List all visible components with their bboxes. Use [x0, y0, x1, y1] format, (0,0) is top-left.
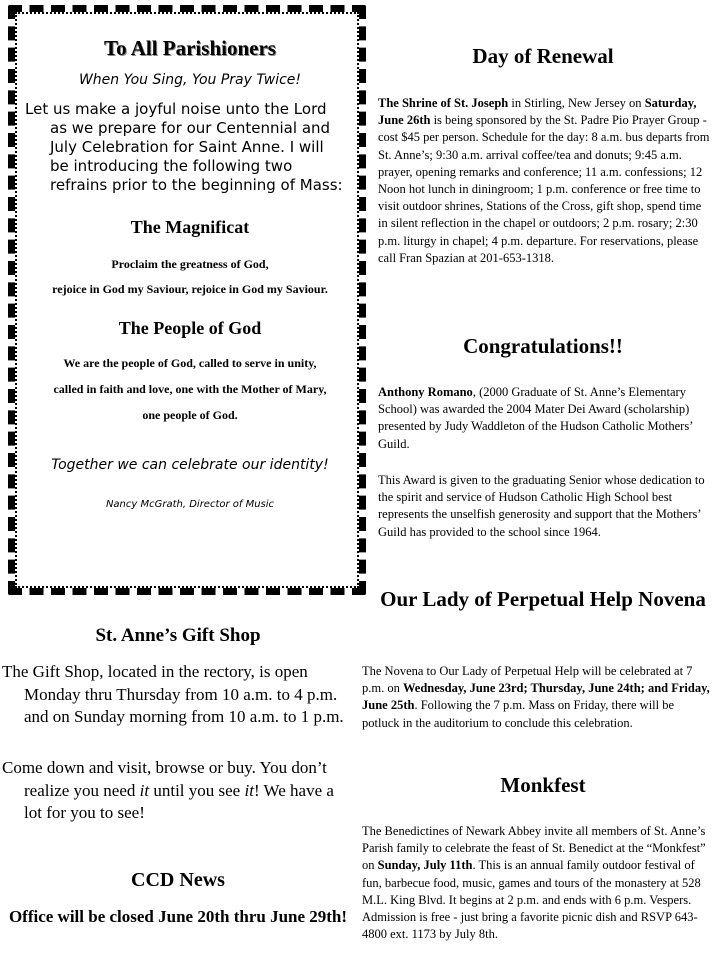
song-title-people-of-god: The People of God — [118, 318, 262, 338]
ccd-note: Office will be closed June 20th thru June 29th! — [8, 907, 348, 926]
renewal-title: Day of Renewal — [472, 44, 614, 68]
ccd-title: CCD News — [131, 869, 225, 891]
congrats-text: Anthony Romano, (2000 Graduate of St. Anne’s Elementary School) was awarded the 2004 Mater Dei Award (scholarship) presented by Judy Waddleton of the Hudson Catholic Mothers’ Guild. — [378, 385, 693, 451]
novena-title: Our Lady of Perpetual Help Novena — [380, 587, 706, 611]
gift-shop-hours: The Gift Shop, located in the rectory, is open Monday thru Thursday from 10 a.m. to 4 p.m. and on Sunday morning from 10 a.m. to 1 p.m. — [2, 662, 344, 726]
song-line: Proclaim the greatness of God, — [111, 257, 269, 271]
song-line: one people of God. — [142, 408, 238, 422]
box-subtitle: When You Sing, You Pray Twice! — [78, 72, 302, 88]
song-line: rejoice in God my Saviour, rejoice in God my Saviour. — [52, 282, 328, 296]
congrats-award-text: This Award is given to the graduating Senior whose dedication to the spirit and service of Hudson Catholic High School best represents the unselfish generosity and support that the Mothers’ Guild has provided to the school since 1964. — [378, 473, 705, 539]
box-closing: Together we can celebrate our identity! — [51, 457, 329, 473]
box-title: To All Parishioners — [104, 36, 276, 60]
renewal-text: The Shrine of St. Joseph in Stirling, New Jersey on Saturday, June 26th is being sponsored by the St. Padre Pio Prayer Group - cost $45 per person. Schedule for the day: 8 a.m. bus departs from St. Anne’s; 9:30 a.m. arrival coffee/tea and donuts; 9:45 a.m. prayer, opening remarks and conference; 11 a.m. confessions; 12 Noon hot lunch in diningroom; 1 p.m. conference or free time to visit outdoor shrines, Stations of the Cross, gift shop, spend time in silent reflection in the chapel or outdoors; 2 p.m. rosary; 2:30 p.m. liturgy in chapel; 4 p.m. departure. For reservations, please call Fran Spazian at 201-653-1318. — [378, 96, 710, 265]
song-title-magnificat: The Magnificat — [130, 217, 250, 237]
song-line: We are the people of God, called to serve in unity, — [63, 356, 317, 370]
song-line: called in faith and love, one with the Mother of Mary, — [53, 382, 327, 396]
box-intro: Let us make a joyful noise unto the Lord as we prepare for our Centennial and July Celebration for Saint Anne. I will be introducing the following two refrains prior to the beginning of Mass: — [25, 100, 343, 194]
monkfest-title: Monkfest — [500, 773, 586, 797]
box-signature: Nancy McGrath, Director of Music — [105, 499, 275, 510]
monkfest-text: The Benedictines of Newark Abbey invite all members of St. Anne’s Parish family to celebrate the feast of St. Benedict at the “Monkfest” on Sunday, July 11th. This is an annual family outdoor festival of fun, barbecue food, music, games and tours of the monastery at 528 M.L. King Blvd. It begins at 2 p.m. and ends with 6 p.m. Vespers. Admission is free - just bring a favorite picnic dish and RSVP 643-4800 ext. 1173 by July 8th. — [362, 824, 706, 942]
novena-text: The Novena to Our Lady of Perpetual Help will be celebrated at 7 p.m. on Wednesday, June 23rd; Thursday, June 24th; and Friday, June 25th. Following the 7 p.m. Mass on Friday, there will be potluck in the auditorium to conclude this celebration. — [362, 664, 710, 730]
gift-shop-title: St. Anne’s Gift Shop — [95, 625, 261, 646]
gift-shop-invite: Come down and visit, browse or buy. You don’t realize you need it until you see it! We have a lot for you to see! — [2, 758, 334, 822]
congrats-title: Congratulations!! — [463, 334, 623, 358]
